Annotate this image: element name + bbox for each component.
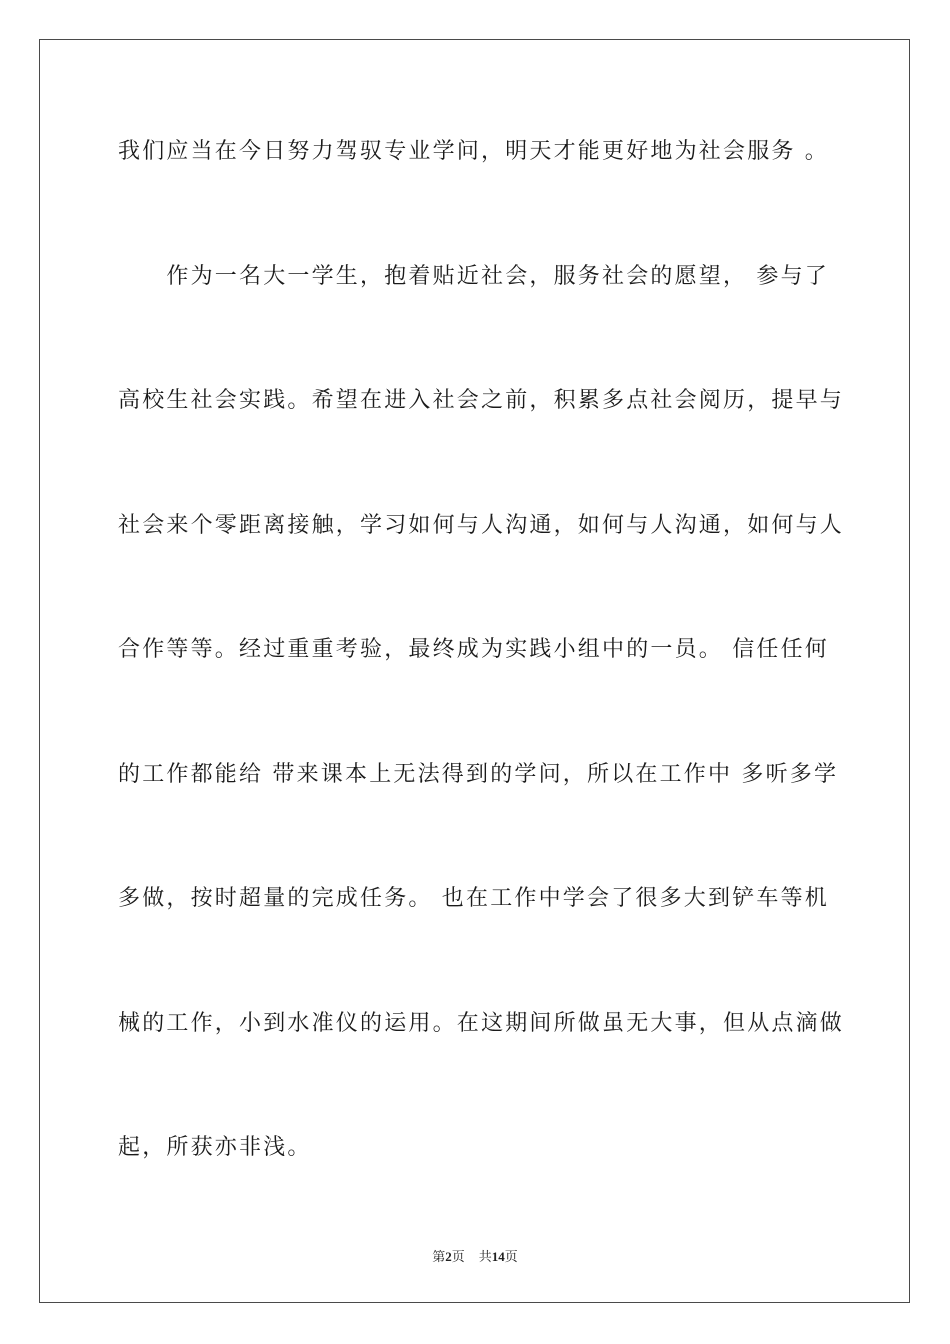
page-footer [0, 1248, 950, 1266]
footer-total-suffix: 页 [504, 1249, 518, 1264]
body-text-line-8: 械的工作，小到水准仪的运用。在这期间所做虽无大事，但从点滴做 [118, 1011, 845, 1036]
footer-page-number: 2 [445, 1249, 452, 1264]
footer-total-prefix: 共 [478, 1249, 492, 1264]
body-text-line-1: 我们应当在今日努力驾驭专业学问，明天才能更好地为社会服务 。 [118, 139, 829, 164]
body-text-line-7: 多做，按时超量的完成任务。 也在工作中学会了很多大到铲车等机 [118, 886, 829, 911]
body-text-line-4: 社会来个零距离接触，学习如何与人沟通，如何与人沟通，如何与人 [118, 513, 845, 538]
body-text-line-9: 起，所获亦非浅。 [118, 1135, 312, 1160]
footer-page-prefix: 第 [432, 1249, 446, 1264]
page-border [39, 39, 910, 1303]
body-text-line-2: 作为一名大一学生，抱着贴近社会，服务社会的愿望， 参与了 [118, 264, 829, 289]
body-text-line-5: 合作等等。经过重重考验，最终成为实践小组中的一员。 信任任何 [118, 637, 829, 662]
footer-total-number: 14 [491, 1249, 505, 1264]
body-text-line-3: 高校生社会实践。希望在进入社会之前，积累多点社会阅历，提早与 [118, 388, 845, 413]
footer-page-suffix: 页 [451, 1249, 465, 1264]
body-text-line-6: 的工作都能给 带来课本上无法得到的学问，所以在工作中 多听多学 [118, 762, 839, 787]
